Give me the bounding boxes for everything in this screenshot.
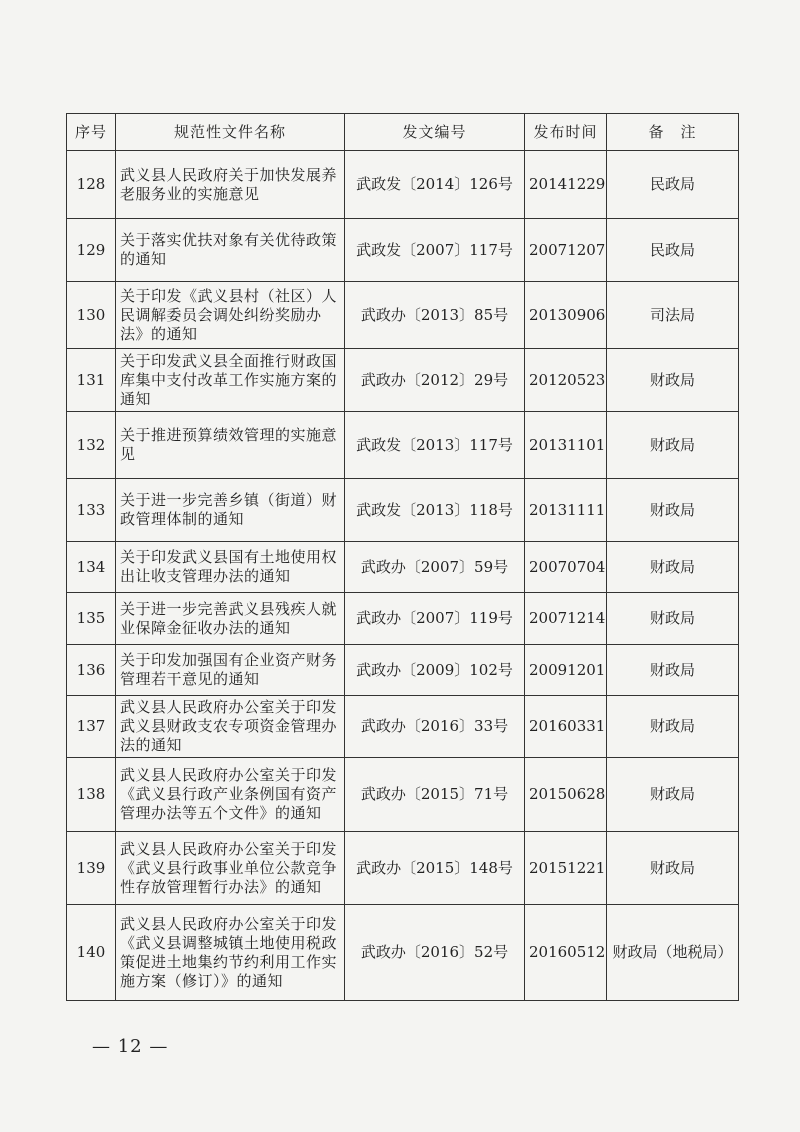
publish-date: 20091201 — [525, 645, 607, 696]
publish-date: 20150628 — [525, 758, 607, 832]
row-number: 137 — [67, 696, 116, 758]
header-no: 序号 — [67, 114, 116, 151]
document-code: 武政办〔2007〕119号 — [345, 593, 525, 645]
publish-date: 20071207 — [525, 219, 607, 282]
publish-date: 20151221 — [525, 832, 607, 905]
document-code: 武政办〔2015〕148号 — [345, 832, 525, 905]
table-row — [67, 542, 739, 593]
row-number: 131 — [67, 349, 116, 412]
document-code: 武政办〔2009〕102号 — [345, 645, 525, 696]
document-code: 武政办〔2015〕71号 — [345, 758, 525, 832]
document-name: 关于印发加强国有企业资产财务管理若干意见的通知 — [116, 645, 345, 696]
document-name: 关于印发《武义县村（社区）人民调解委员会调处纠纷奖励办法》的通知 — [116, 282, 345, 349]
document-code: 武政办〔2016〕52号 — [345, 905, 525, 1001]
row-number: 140 — [67, 905, 116, 1001]
table-row — [67, 282, 739, 349]
document-code: 武政办〔2007〕59号 — [345, 542, 525, 593]
document-name: 武义县人民政府关于加快发展养老服务业的实施意见 — [116, 151, 345, 219]
table-row — [67, 758, 739, 832]
document-name: 关于进一步完善乡镇（街道）财政管理体制的通知 — [116, 479, 345, 542]
note: 民政局 — [607, 219, 739, 282]
publish-date: 20131111 — [525, 479, 607, 542]
document-name: 关于印发武义县国有土地使用权出让收支管理办法的通知 — [116, 542, 345, 593]
row-number: 133 — [67, 479, 116, 542]
document-code: 武政发〔2013〕117号 — [345, 412, 525, 479]
table-row — [67, 151, 739, 219]
note: 财政局 — [607, 758, 739, 832]
table-row — [67, 219, 739, 282]
note: 财政局 — [607, 696, 739, 758]
document-code: 武政发〔2014〕126号 — [345, 151, 525, 219]
page-number: — 12 — — [92, 1036, 169, 1057]
row-number: 132 — [67, 412, 116, 479]
document-code: 武政办〔2012〕29号 — [345, 349, 525, 412]
publish-date: 20070704 — [525, 542, 607, 593]
table-row — [67, 412, 739, 479]
row-number: 134 — [67, 542, 116, 593]
note: 财政局 — [607, 593, 739, 645]
row-number: 138 — [67, 758, 116, 832]
row-number: 139 — [67, 832, 116, 905]
publish-date: 20160331 — [525, 696, 607, 758]
document-name: 武义县人民政府办公室关于印发《武义县行政事业单位公款竞争性存放管理暂行办法》的通知 — [116, 832, 345, 905]
table-row — [67, 905, 739, 1001]
table-row — [67, 593, 739, 645]
document-code: 武政发〔2007〕117号 — [345, 219, 525, 282]
publish-date: 20130906 — [525, 282, 607, 349]
header-date: 发布时间 — [525, 114, 607, 151]
row-number: 128 — [67, 151, 116, 219]
publish-date: 20120523 — [525, 349, 607, 412]
note: 财政局 — [607, 479, 739, 542]
note: 民政局 — [607, 151, 739, 219]
table-row — [67, 645, 739, 696]
row-number: 129 — [67, 219, 116, 282]
publish-date: 20160512 — [525, 905, 607, 1001]
note: 司法局 — [607, 282, 739, 349]
document-name: 关于进一步完善武义县残疾人就业保障金征收办法的通知 — [116, 593, 345, 645]
note: 财政局（地税局） — [607, 905, 739, 1001]
table-row — [67, 349, 739, 412]
note: 财政局 — [607, 412, 739, 479]
header-note: 备 注 — [607, 114, 739, 151]
note: 财政局 — [607, 832, 739, 905]
document-name: 关于落实优扶对象有关优待政策的通知 — [116, 219, 345, 282]
publish-date: 20131101 — [525, 412, 607, 479]
publish-date: 20141229 — [525, 151, 607, 219]
document-name: 武义县人民政府办公室关于印发武义县财政支农专项资金管理办法的通知 — [116, 696, 345, 758]
table-row — [67, 832, 739, 905]
regulation-table — [66, 113, 739, 1001]
row-number: 130 — [67, 282, 116, 349]
document-code: 武政办〔2013〕85号 — [345, 282, 525, 349]
row-number: 136 — [67, 645, 116, 696]
table-row — [67, 479, 739, 542]
header-name: 规范性文件名称 — [116, 114, 345, 151]
document-code: 武政办〔2016〕33号 — [345, 696, 525, 758]
note: 财政局 — [607, 349, 739, 412]
document-name: 武义县人民政府办公室关于印发《武义县行政产业条例国有资产管理办法等五个文件》的通知 — [116, 758, 345, 832]
document-name: 关于推进预算绩效管理的实施意见 — [116, 412, 345, 479]
note: 财政局 — [607, 542, 739, 593]
note: 财政局 — [607, 645, 739, 696]
header-code: 发文编号 — [345, 114, 525, 151]
table-row — [67, 696, 739, 758]
table-header-row — [67, 114, 739, 151]
document-name: 关于印发武义县全面推行财政国库集中支付改革工作实施方案的通知 — [116, 349, 345, 412]
publish-date: 20071214 — [525, 593, 607, 645]
row-number: 135 — [67, 593, 116, 645]
document-code: 武政发〔2013〕118号 — [345, 479, 525, 542]
table-body — [67, 151, 739, 1001]
document-name: 武义县人民政府办公室关于印发《武义县调整城镇土地使用税政策促进土地集约节约利用工作实施方案（修订）》的通知 — [116, 905, 345, 1001]
